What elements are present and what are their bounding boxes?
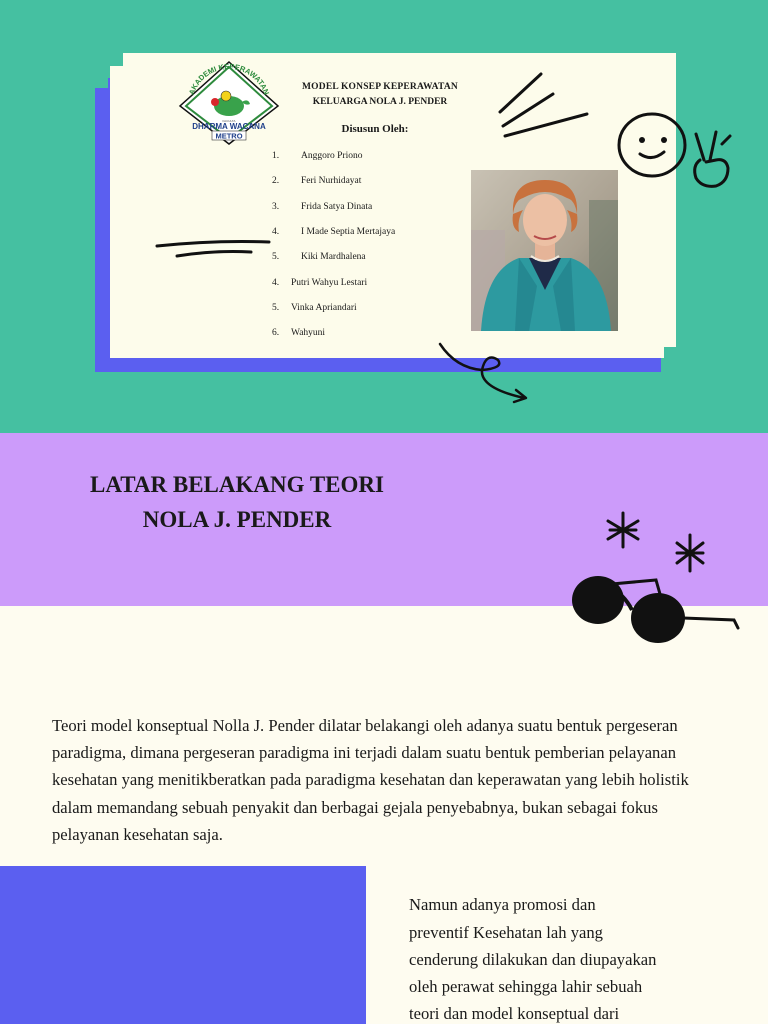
scribble-lines-icon [495,70,595,140]
section-heading-line2: NOLA J. PENDER [142,507,332,532]
member-number: 3. [272,202,280,212]
member-name: I Made Septia Mertajaya [301,227,396,237]
logo-arc-text: AKADEMI KEPERAWATAN [186,61,272,97]
peace-hand-icon [686,130,736,190]
card-title-line2: KELUARGA NOLA J. PENDER [312,97,448,107]
member-name: Kiki Mardhalena [301,252,366,262]
sunglasses-icon [568,572,746,648]
card-title-line1: MODEL KONSEP KEPERAWATAN [302,82,458,92]
blue-block [0,866,366,1024]
member-number: 4. [272,227,280,237]
logo-tiny-text: FACULTA [222,119,236,123]
card-subtitle: Disusun Oleh: [341,123,409,135]
logo-city-text: METRO [215,131,243,141]
member-number: 5. [272,303,280,313]
paragraph-line: cenderung dilakukan dan diupayakan [409,950,657,969]
member-number: 4. [272,278,280,288]
paragraph-line: oleh perawat sehingga lahir sebuah [409,977,643,996]
paragraph-line: teori dan model konseptual dari [409,1004,620,1023]
member-name: Putri Wahyu Lestari [291,278,368,288]
body-paragraph: Teori model konseptual Nolla J. Pender dilatar belakangi oleh adanya suatu bentuk pergeseran paradigma, dimana pergeseran paradigma ini terjadi dalam suatu bentuk pemberian pelayanan kesehatan yang menitikberatkan pada paradigma kesehatan dan keperawatan yang lebih holistik dalam memandang sebuah penyakit dan berbagai gejala penyebabnya, bukan sebagai fokus pelayanan kesehatan saja. [52,716,689,844]
sparkle-icon [673,533,707,573]
member-number: 2. [272,176,280,186]
member-name: Anggoro Priono [301,151,363,161]
member-name: Wahyuni [291,328,326,338]
smiley-icon [616,110,688,180]
logo-banner-text: DHARMA WACANA [192,122,266,131]
member-name: Vinka Apriandari [291,303,357,313]
sparkle-icon [604,511,642,549]
member-name: Feri Nurhidayat [301,176,362,186]
scribble-underline-icon [155,236,275,260]
member-number: 1. [272,151,280,161]
member-number: 5. [272,252,280,262]
member-name: Frida Satya Dinata [301,202,373,212]
paragraph-line: Namun adanya promosi dan [409,895,596,914]
paragraph-line: preventif Kesehatan lah yang [409,923,603,942]
scribble-arrow-icon [436,340,530,404]
section-heading-line1: LATAR BELAKANG TEORI [90,472,384,497]
portrait-photo [471,170,618,331]
academy-logo [176,58,282,146]
member-number: 6. [272,328,280,338]
